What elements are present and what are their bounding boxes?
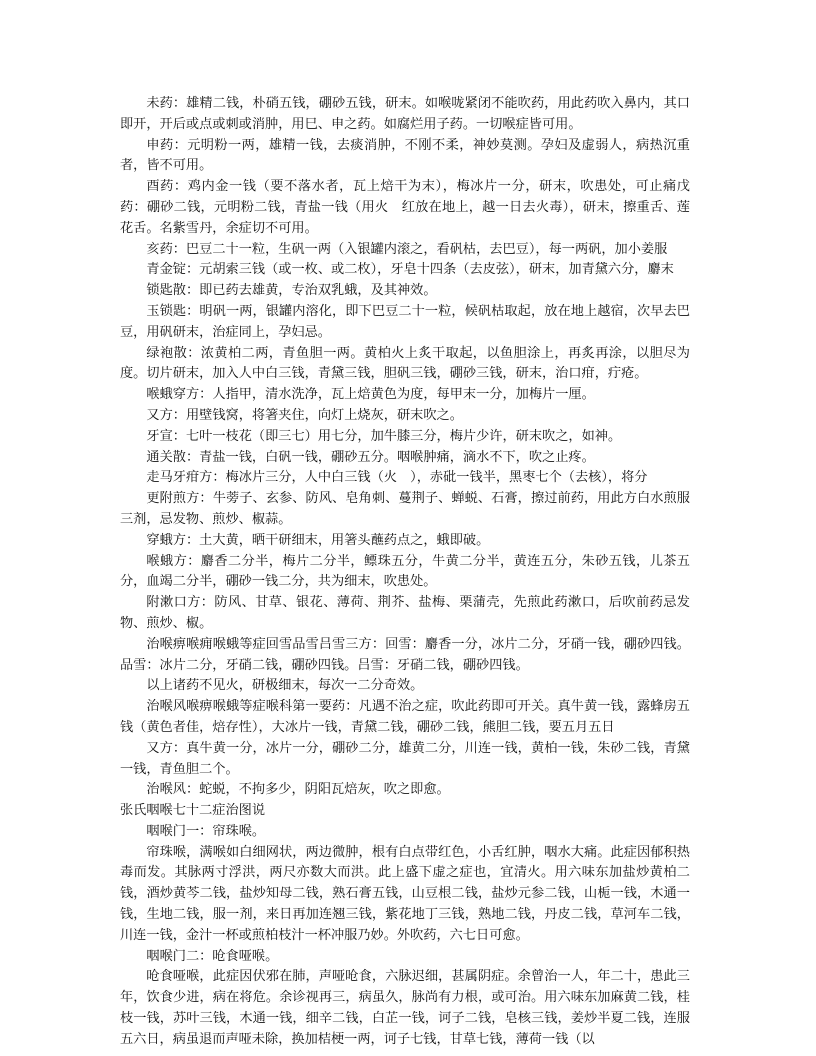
paragraph: 附漱口方：防风、甘草、银花、薄荷、荆芥、盐梅、栗蒲壳，先煎此药漱口，后吹前药忌发物、煎炒、椒。 (120, 595, 690, 631)
paragraph: 亥药：巴豆二十一粒，生矾一两（入银罐内滚之，看矾枯，去巴豆），每一两矾，加小姜服 (146, 241, 668, 257)
paragraph: 治喉痹喉痈喉蛾等症回雪品雪吕雪三方：回雪：麝香一分，冰片二分，牙硝一钱，硼砂四钱。品雪：冰片二分，牙硝二钱，硼砂四钱。吕雪：牙硝二钱，硼砂四钱。 (120, 636, 690, 673)
paragraph: 申药：元明粉一两，雄精一钱，去痰消肿，不刚不柔，神妙莫测。孕妇及虚弱人，病热沉重者，皆不可用。 (120, 137, 690, 174)
paragraph: 治喉风：蛇蜕，不拘多少，阴阳瓦焙灰，吹之即愈。 (146, 782, 450, 798)
paragraph: 走马牙疳方：梅冰片三分，人中白三钱（火 ），赤砒一钱半，黑枣七个（去核），将分 (146, 470, 648, 486)
paragraph: 咽喉门二：呛食哑喉。 (146, 948, 279, 964)
paragraph: 通关散：青盐一钱，白矾一钱，硼砂五分。咽喉肿痛，滴水不下，吹之止疼。 (146, 449, 595, 465)
paragraph: 牙宣：七叶一枝花（即三七）用七分，加牛膝三分，梅片少许，研末吹之，如神。 (146, 428, 622, 444)
section-heading: 张氏咽喉七十二症治图说 (120, 803, 266, 819)
paragraph: 喉蛾方：麝香二分半，梅片二分半，鳔珠五分，牛黄二分半，黄连五分，朱砂五钱，儿茶五分，血竭二分半，硼砂一钱二分，共为细末，吹患处。 (120, 553, 690, 590)
paragraph: 帘珠喉，满喉如白细网状，两边微肿，根有白点带红色，小舌红肿，咽水大痛。此症因郁积热毒而发。其脉两寸浮洪，两尺亦数大而洪。此上盛下虚之症也，宜清火。用六味东加盐炒黄柏二钱，酒炒黄芩二钱，盐炒知母二钱，熟石膏五钱，山豆根二钱，盐炒元参二钱，山栀一钱，木通一钱，生地二钱，服一剂，来日再加连翘三钱，紫花地丁三钱，熟地二钱，丹皮二钱，草河车二钱，川连一钱，金汁一杯或煎柏枝汁一杯冲服乃妙。外吹药，六七日可愈。 (120, 844, 690, 943)
paragraph: 绿袍散：浓黄柏二两，青鱼胆一两。黄柏火上炙干取起，以鱼胆涂上，再炙再涂，以胆尽为度。切片研末，加入人中白三钱，青黛三钱，胆矾三钱，硼砂三钱，研末，治口疳，疔疮。 (120, 345, 690, 382)
paragraph: 呛食哑喉，此症因伏邪在肺，声哑呛食，六脉迟细，甚属阴症。余曾治一人，年二十，患此三年，饮食少进，病在将危。余诊视再三，病虽久，脉尚有力根，或可治。用六味东加麻黄二钱，桂枝一钱，苏叶三钱，木通一钱，细辛二钱，白芷一钱，诃子二钱，皂核三钱，姜炒半夏二钱，连服五六日，病虽退而声哑未除，换加桔梗一两，诃子七钱，甘草七钱，薄荷一钱（以 (120, 969, 690, 1047)
paragraph: 未药：雄精二钱，朴硝五钱，硼砂五钱，研末。如喉咙紧闭不能吹药，用此药吹入鼻内，其口即开，开后或点或刺或消肿，用巳、申之药。如腐烂用子药。一切喉症皆可用。 (120, 96, 690, 132)
paragraph: 咽喉门一：帘珠喉。 (146, 823, 266, 839)
paragraph: 又方：用壁钱窝，将箸夹住，向灯上烧灰，研末吹之。 (146, 407, 463, 423)
paragraph: 喉蛾穿方：人指甲，清水洗净，瓦上焙黄色为度，每甲末一分，加梅片一厘。 (146, 387, 595, 403)
paragraph: 更附煎方：牛蒡子、玄参、防风、皂角刺、蔓荆子、蝉蜕、石膏，擦过前药，用此方白水煎服三剂，忌发物、煎炒、椒蒜。 (120, 491, 690, 527)
paragraph: 酉药：鸡内金一钱（要不落水者，瓦上焙干为末），梅冰片一分，研末，吹患处，可止痛戊药：硼砂二钱，元明粉二钱，青盐一钱（用火 红放在地上，越一日去火毒），研末，擦重舌、莲花舌。名紫雪丹，余症切不可用。 (120, 179, 690, 236)
document-page (120, 94, 690, 1051)
paragraph: 以上诸药不见火，研极细末，每次一二分奇效。 (146, 678, 424, 694)
paragraph: 治喉风喉痹喉蛾等症喉科第一要药：凡遇不治之症，吹此药即可开关。真牛黄一钱，露蜂房五钱（黄色者佳，焙存性），大冰片一钱，青黛二钱，硼砂二钱，熊胆二钱，要五月五日 (120, 699, 690, 735)
paragraph: 穿蛾方：土大黄，晒干研细末，用箸头蘸药点之，蛾即破。 (146, 532, 490, 548)
paragraph: 又方：真牛黄一分，冰片一分，硼砂二分，雄黄二分，川连一钱，黄柏一钱，朱砂二钱，青黛一钱，青鱼胆二个。 (120, 740, 690, 777)
paragraph: 玉锁匙：明矾一两，银罐内溶化，即下巴豆二十一粒，候矾枯取起，放在地上越宿，次早去巴豆，用矾研末，治症同上，孕妇忌。 (120, 303, 690, 340)
paragraph: 锁匙散：即已药去雄黄，专治双乳蛾，及其神效。 (146, 283, 437, 299)
paragraph: 青金锭：元胡索三钱（或一枚、或二枚），牙皂十四条（去皮弦），研末，加青黛六分，麝末 (146, 262, 674, 278)
